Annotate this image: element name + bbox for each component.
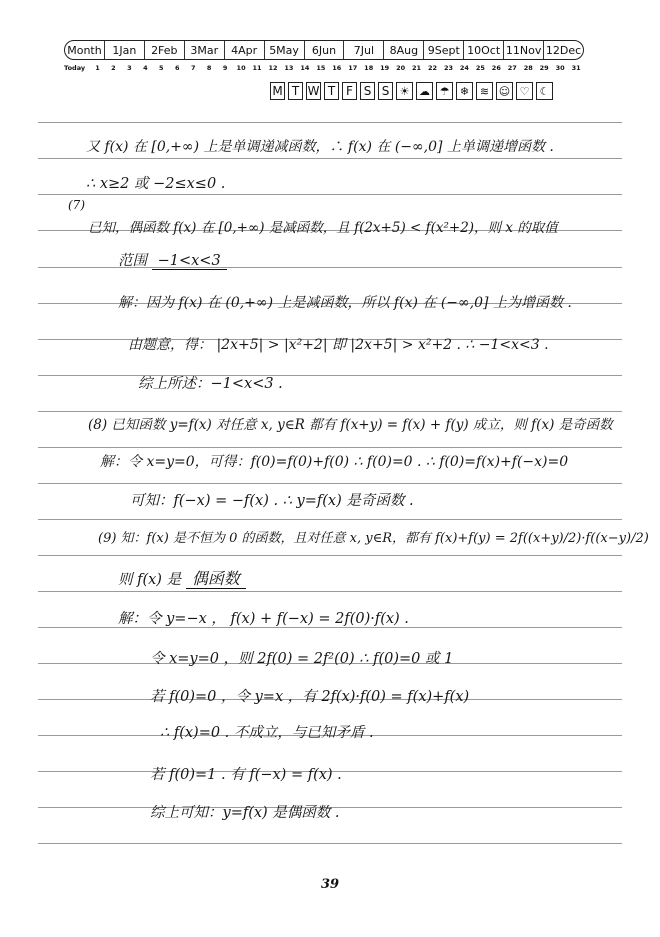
weekday-thu: T — [324, 82, 339, 100]
day-number: 2 — [111, 64, 116, 72]
range-label: 范围 — [118, 253, 147, 269]
month-mar: 3Mar — [185, 41, 225, 59]
day-number: 16 — [332, 64, 342, 72]
day-number: 23 — [443, 64, 453, 72]
day-number: 10 — [236, 64, 246, 72]
day-number: 14 — [300, 64, 310, 72]
day-row — [64, 64, 584, 74]
month-label: Month — [65, 41, 105, 59]
day-number: 20 — [396, 64, 406, 72]
note-line-5 — [118, 249, 227, 270]
note-line-12: (9) 知：f(x) 是不恒为 0 的函数，且对任意 x, y∈R，都有 f(x)+f(y) = 2f((x+y)/2)·f((x−y)/2) — [98, 531, 649, 546]
ruled-line — [38, 375, 622, 376]
note-line-18: 若 f(0)=1 . 有 f(−x) = f(x) . — [150, 767, 342, 783]
month-jul: 7Jul — [344, 41, 384, 59]
day-number: 26 — [491, 64, 501, 72]
day-number: 24 — [459, 64, 469, 72]
month-sept: 9Sept — [424, 41, 464, 59]
ruled-line — [38, 447, 622, 448]
day-number: 15 — [316, 64, 326, 72]
note-line-6: 解：因为 f(x) 在 (0,+∞) 上是减函数，所以 f(x) 在 (−∞,0] 上为增函数 . — [118, 295, 572, 311]
month-apr: 4Apr — [225, 41, 265, 59]
note-line-17: ∴ f(x)=0 . 不成立，与已知矛盾 . — [160, 725, 374, 741]
note-line-14: 解：令 y=−x ， f(x) + f(−x) = 2f(0)·f(x) . — [118, 611, 409, 627]
day-number: 22 — [427, 64, 438, 72]
moon-icon: ☾ — [536, 82, 553, 100]
note-line-10: 解：令 x=y=0，可得：f(0)=f(0)+f(0) ∴ f(0)=0 . ∴ f(0)=f(x)+f(−x)=0 — [100, 454, 569, 470]
cloud-icon: ☁ — [416, 82, 433, 100]
heart-icon: ♡ — [516, 82, 533, 100]
ruled-line — [38, 555, 622, 556]
conclusion-label: 则 f(x) 是 — [118, 572, 182, 588]
day-number: 21 — [412, 64, 422, 72]
day-number: 1 — [95, 64, 100, 72]
ruled-line — [38, 411, 622, 412]
note-line-16: 若 f(0)=0 ，令 y=x ，有 2f(x)·f(0) = f(x)+f(x) — [150, 689, 470, 705]
day-number: 13 — [284, 64, 294, 72]
month-dec: 12Dec — [545, 43, 582, 57]
month-feb: 2Feb — [145, 41, 185, 59]
weekday-sun: S — [378, 82, 393, 100]
day-number: 29 — [539, 64, 549, 72]
ruled-line — [38, 158, 622, 159]
note-line-8: 综上所述：−1<x<3 . — [138, 376, 283, 392]
day-number: 11 — [252, 64, 262, 72]
question-number-7: (7) — [68, 198, 85, 212]
note-line-15: 令 x=y=0 ，则 2f(0) = 2f²(0) ∴ f(0)=0 或 1 — [150, 651, 454, 667]
note-line-13 — [118, 566, 246, 589]
ruled-line — [38, 122, 622, 123]
ruled-line — [38, 483, 622, 484]
weekday-mon: M — [270, 82, 285, 100]
day-number: 17 — [348, 64, 358, 72]
note-line-7: 由题意，得： |2x+5| > |x²+2| 即 |2x+5| > x²+2 . ∴ −1<x<3 . — [128, 337, 549, 353]
note-line-4: 已知，偶函数 f(x) 在 [0,+∞) 是减函数，且 f(2x+5) < f(x²+2)，则 x 的取值 — [88, 220, 558, 236]
day-number: 7 — [190, 64, 196, 72]
day-number: 25 — [475, 64, 485, 72]
day-number: 9 — [222, 64, 228, 72]
ruled-line — [38, 519, 622, 520]
weekday-fri: F — [342, 82, 357, 100]
range-answer: −1<x<3 — [152, 253, 227, 270]
day-number: 5 — [159, 64, 164, 72]
month-jun: 6Jun — [305, 41, 345, 59]
month-may: 5May — [265, 41, 305, 59]
day-number: 18 — [364, 64, 374, 72]
weekday-sat: S — [360, 82, 375, 100]
weekday-row — [270, 82, 553, 102]
today-label: Today — [64, 64, 86, 72]
note-line-19: 综上可知：y=f(x) 是偶函数 . — [150, 805, 340, 821]
month-oct: 10Oct — [464, 41, 504, 59]
day-number: 4 — [143, 64, 148, 72]
day-number: 6 — [174, 64, 180, 72]
day-number: 27 — [507, 64, 517, 72]
month-nov: 11Nov — [504, 41, 544, 59]
conclusion-answer: 偶函数 — [186, 569, 246, 589]
ruled-line — [38, 843, 622, 844]
page-number: 39 — [320, 877, 340, 892]
note-line-11: 可知：f(−x) = −f(x) . ∴ y=f(x) 是奇函数 . — [130, 493, 414, 509]
day-number: 12 — [268, 64, 278, 72]
month-bar — [64, 40, 584, 60]
note-line-2: ∴ x≥2 或 −2≤x≤0 . — [86, 176, 226, 192]
day-number: 8 — [206, 64, 212, 72]
day-number: 30 — [555, 64, 565, 72]
smile-icon: ☺ — [496, 82, 513, 100]
day-number: 3 — [127, 64, 132, 72]
day-number: 31 — [571, 64, 581, 72]
note-line-1: 又 f(x) 在 [0,+∞) 上是单调递减函数，∴ f(x) 在 (−∞,0] 上单调递增函数 . — [86, 139, 554, 155]
month-aug: 8Aug — [384, 41, 424, 59]
day-number: 28 — [523, 64, 533, 72]
snow-icon: ❄ — [456, 82, 473, 100]
ruled-line — [38, 194, 622, 195]
month-jan: 1Jan — [105, 41, 145, 59]
sun-icon: ☀ — [396, 82, 413, 100]
rain-icon: ☂ — [436, 82, 453, 100]
wind-icon: ≋ — [476, 82, 493, 100]
weekday-wed: W — [307, 84, 320, 98]
ruled-line — [38, 591, 622, 592]
day-number: 19 — [380, 64, 390, 72]
note-line-9: (8) 已知函数 y=f(x) 对任意 x, y∈R 都有 f(x+y) = f(x) + f(y) 成立，则 f(x) 是奇函数 — [88, 417, 613, 433]
weekday-tue: T — [288, 82, 303, 100]
